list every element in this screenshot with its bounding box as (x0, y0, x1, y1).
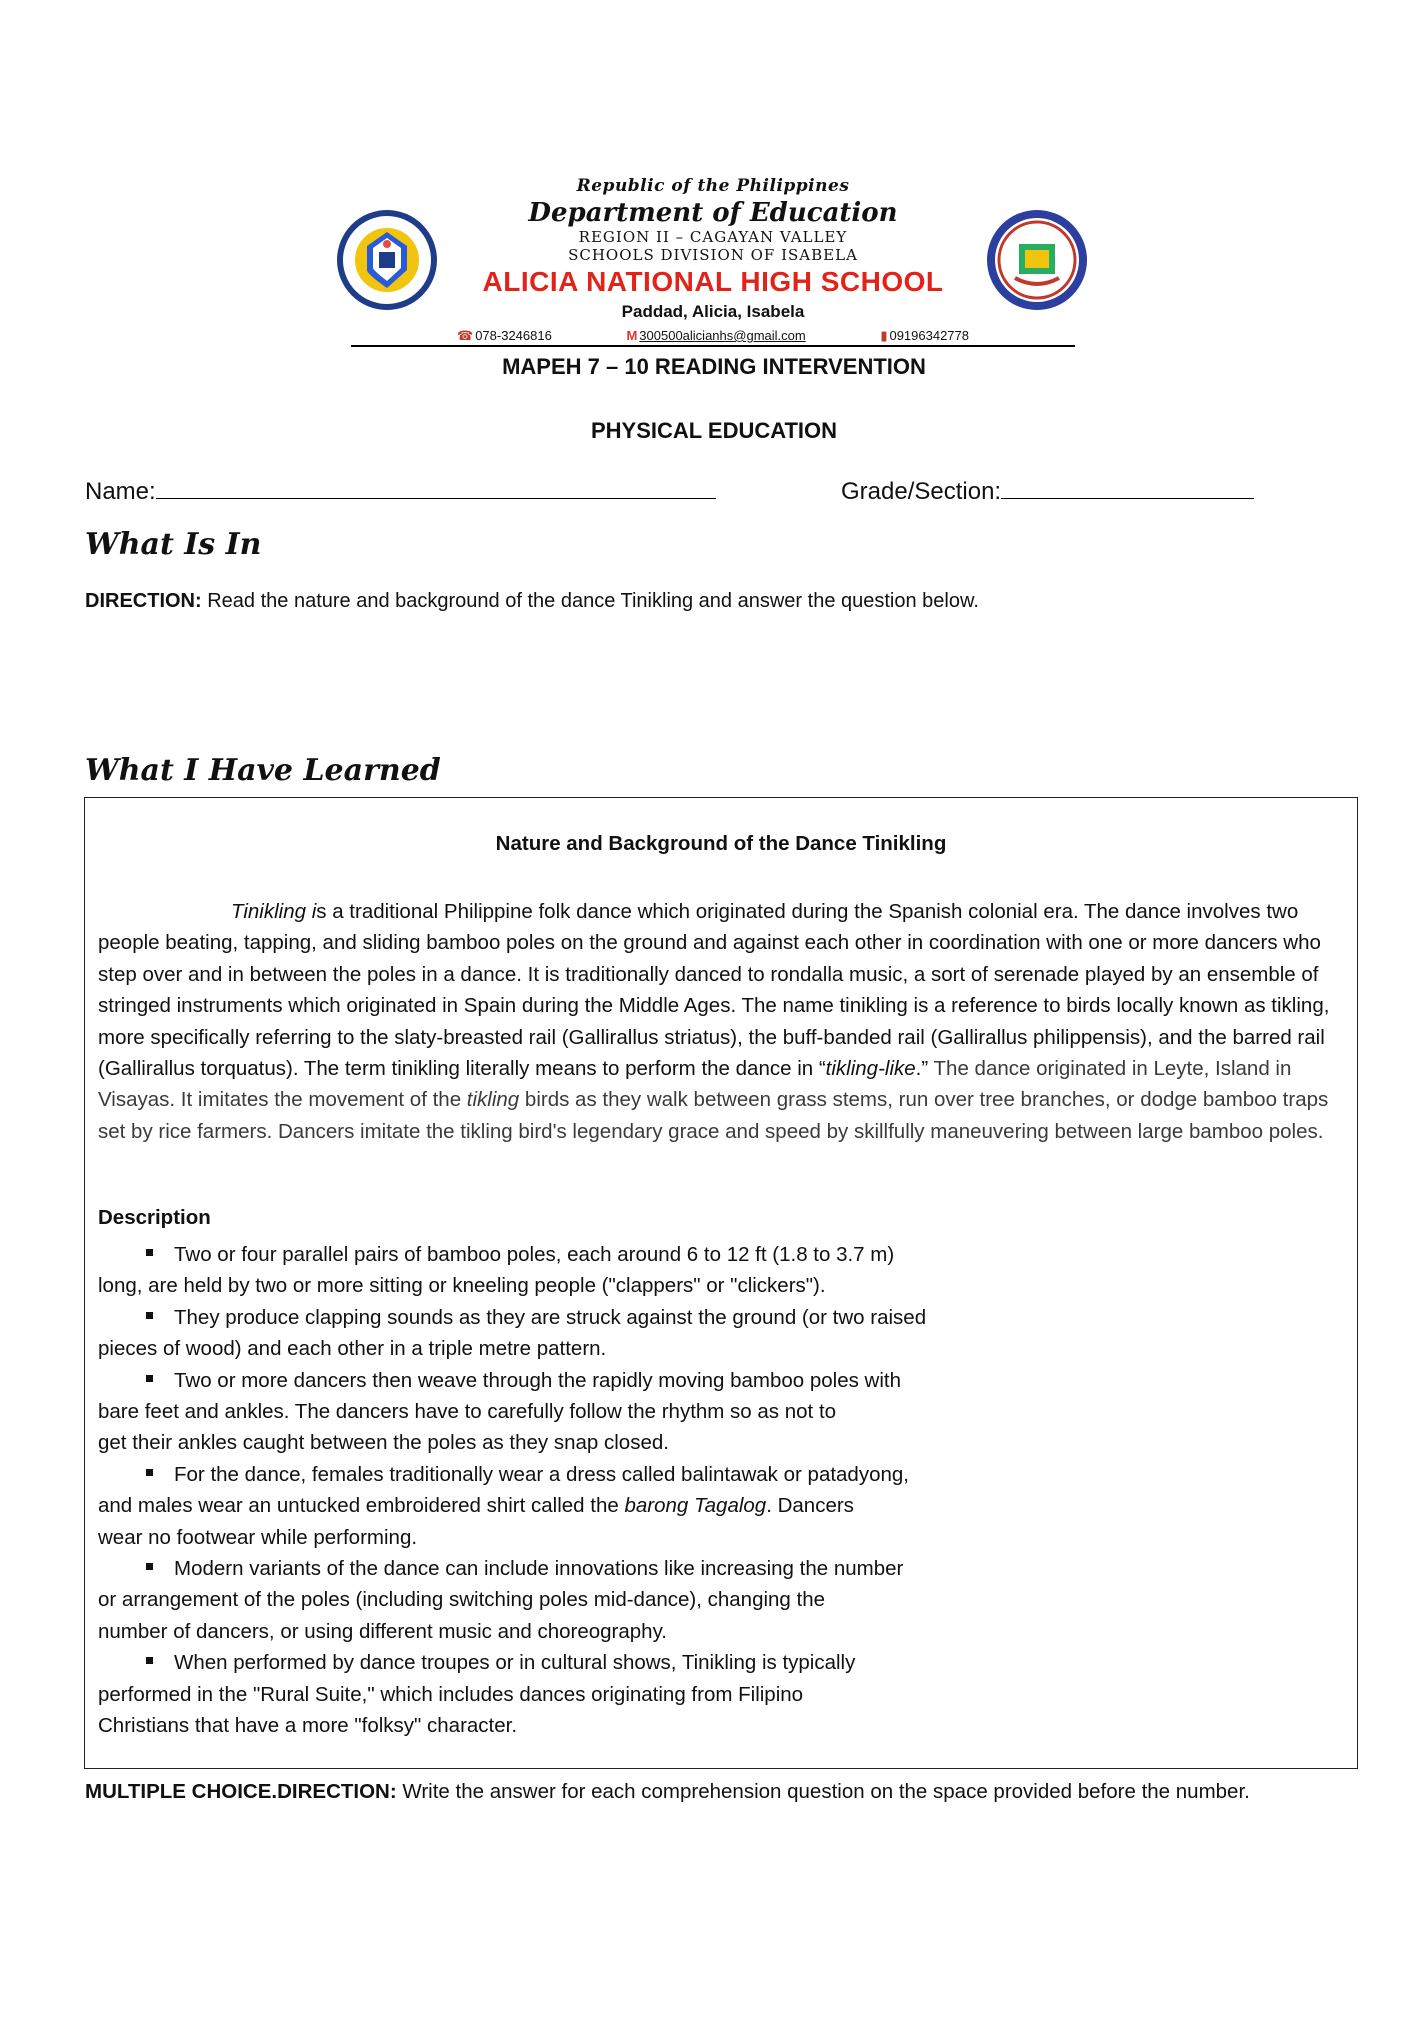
passage-title: Nature and Background of the Dance Tinikling (495, 832, 947, 855)
name-blank[interactable] (156, 474, 716, 499)
contact-line (453, 328, 973, 344)
what-i-have-learned-heading: What I Have Learned (85, 753, 441, 788)
name-field[interactable] (85, 474, 716, 506)
email-link[interactable]: 300500alicianhs@gmail.com (639, 328, 806, 343)
grade-section-blank[interactable] (1001, 474, 1254, 499)
school-address: Paddad, Alicia, Isabela (621, 302, 805, 321)
name-label: Name: (85, 478, 156, 505)
direction-body: Read the nature and background of the dance Tinikling and answer the question below. (201, 590, 979, 612)
list-item: Modern variants of the dance can include innovations like increasing the number or arrangement of the poles (including switching poles mid-dance), changing the number of dancers, or using different music and choreography. (98, 1553, 1098, 1647)
direction-text (85, 590, 979, 613)
phone-number: 078-3246816 (475, 328, 552, 343)
grade-section-label: Grade/Section: (841, 478, 1002, 505)
multiple-choice-direction (85, 1775, 1335, 1808)
republic-line: Republic of the Philippines (576, 176, 850, 196)
department-line: Department of Education (528, 198, 898, 228)
reading-passage-box (84, 797, 1358, 1769)
direction-label: DIRECTION: (85, 590, 202, 612)
mobile-number: 09196342778 (889, 328, 969, 343)
school-name: ALICIA NATIONAL HIGH SCHOOL (482, 266, 944, 297)
email-contact[interactable] (626, 328, 805, 344)
multiple-choice-label: MULTIPLE CHOICE.DIRECTION: (85, 1780, 397, 1803)
mobile-icon: ▮ (880, 328, 888, 343)
region-line: REGION II – CAGAYAN VALLEY (578, 228, 848, 246)
list-item: When performed by dance troupes or in cultural shows, Tinikling is typically performed in the "Rural Suite," which includes dances originating from Filipino Christians that have a more "folksy" character. (98, 1647, 1098, 1741)
passage-paragraph: Tinikling is a traditional Philippine folk dance which originated during the Spanish colonial era. The dance involves two people beating, tapping, and sliding bamboo poles on the ground and against each other in coordination with one or more dancers who step over and in between the poles in a dance. It is traditionally danced to rondalla music, a sort of serenade played by an ensemble of stringed instruments which originated in Spain during the Middle Ages. The name tinikling is a reference to birds locally known as tikling, more specifically referring to the slaty-breasted rail (Gallirallus striatus), the buff-banded rail (Gallirallus philippensis), and the barred rail (Gallirallus torquatus). The term tinikling literally means to perform the dance in “tikling-like.” The dance originated in Leyte, Island in Visayas. It imitates the movement of the tikling birds as they walk between grass stems, run over tree branches, or dodge bamboo traps set by rice farmers. Dancers imitate the tikling bird's legendary grace and speed by skillfully maneuvering between large bamboo poles. (98, 900, 1330, 1143)
list-item: Two or four parallel pairs of bamboo poles, each around 6 to 12 ft (1.8 to 3.7 m) long, are held by two or more sitting or kneeling people ("clappers" or "clickers"). (98, 1239, 1098, 1302)
letterhead-rule (351, 345, 1075, 347)
gmail-icon: M (626, 328, 638, 343)
phone-contact (457, 328, 552, 344)
list-item: They produce clapping sounds as they are struck against the ground (or two raised pieces of wood) and each other in a triple metre pattern. (98, 1302, 1098, 1365)
letterhead (335, 168, 1100, 343)
list-item: For the dance, females traditionally wear a dress called balintawak or patadyong, and males wear an untucked embroidered shirt called the barong Tagalog. Dancers wear no footwear while performing. (98, 1459, 1098, 1553)
division-line: SCHOOLS DIVISION OF ISABELA (568, 246, 858, 264)
what-is-in-heading: What Is In (85, 527, 262, 562)
letterhead-text (453, 176, 973, 344)
description-list (98, 1239, 1098, 1742)
school-seal-icon (985, 208, 1089, 312)
grade-section-field[interactable] (841, 474, 1254, 506)
tinikling-term: Tinikling i (231, 900, 317, 923)
description-heading: Description (98, 1206, 211, 1229)
mobile-contact (880, 328, 969, 344)
multiple-choice-text: Write the answer for each comprehension question on the space provided before the number. (396, 1780, 1250, 1803)
phone-icon: ☎ (457, 328, 474, 343)
list-item: Two or more dancers then weave through the rapidly moving bamboo poles with bare feet and ankles. The dancers have to carefully follow the rhythm so as not to get their ankles caught between the poles as they snap closed. (98, 1365, 1098, 1459)
worksheet-title: MAPEH 7 – 10 READING INTERVENTION (502, 354, 926, 379)
deped-seal-icon (335, 208, 439, 312)
subject-title: PHYSICAL EDUCATION (590, 418, 838, 443)
